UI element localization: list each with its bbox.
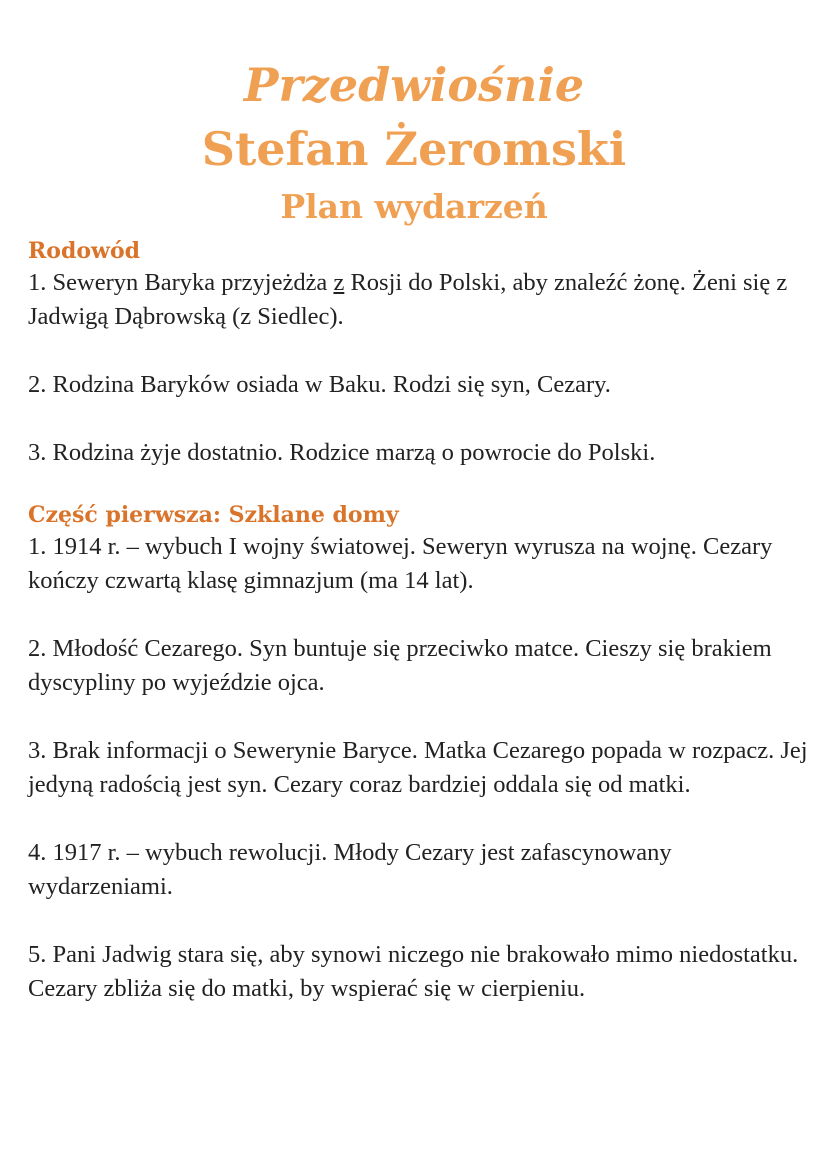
item-text: Rosji do Polski, aby znaleźć żonę. Żeni się z Jadwigą Dąbrowską (z Siedlec). <box>28 269 788 330</box>
section-heading: Rodowód <box>28 238 141 264</box>
list-item: 5. Pani Jadwig stara się, aby synowi niczego nie brakowało mimo niedostatku. Cezary zbliża się do matki, by wspierać się w cierpieniu. <box>28 941 799 1002</box>
list-item <box>28 266 808 334</box>
title-work: Przedwiośnie <box>243 58 585 112</box>
item-text: 1. Seweryn Baryka przyjeżdża <box>28 269 334 296</box>
list-item: 1. 1914 r. – wybuch I wojny światowej. Seweryn wyrusza na wojnę. Cezary kończy czwartą klasę gimnazjum (ma 14 lat). <box>28 533 773 594</box>
section-szklane-domy <box>28 500 808 1006</box>
section-rodowod <box>28 236 808 470</box>
document-title <box>0 54 828 232</box>
underlined-word: z <box>333 269 345 296</box>
title-subtitle: Plan wydarzeń <box>280 187 548 226</box>
list-item: 4. 1917 r. – wybuch rewolucji. Młody Cezary jest zafascynowany wydarzeniami. <box>28 839 672 900</box>
section-heading: Część pierwsza: Szklane domy <box>28 502 399 528</box>
list-item: 3. Rodzina żyje dostatnio. Rodzice marzą o powrocie do Polski. <box>28 439 656 466</box>
list-item: 2. Rodzina Baryków osiada w Baku. Rodzi się syn, Cezary. <box>28 371 611 398</box>
title-author: Stefan Żeromski <box>201 122 627 176</box>
document-body <box>28 236 808 1040</box>
list-item: 2. Młodość Cezarego. Syn buntuje się przeciwko matce. Cieszy się brakiem dyscypliny po wyjeździe ojca. <box>28 635 772 696</box>
list-item: 3. Brak informacji o Sewerynie Baryce. Matka Cezarego popada w rozpacz. Jej jedyną radością jest syn. Cezary coraz bardziej oddala się od matki. <box>28 737 808 798</box>
